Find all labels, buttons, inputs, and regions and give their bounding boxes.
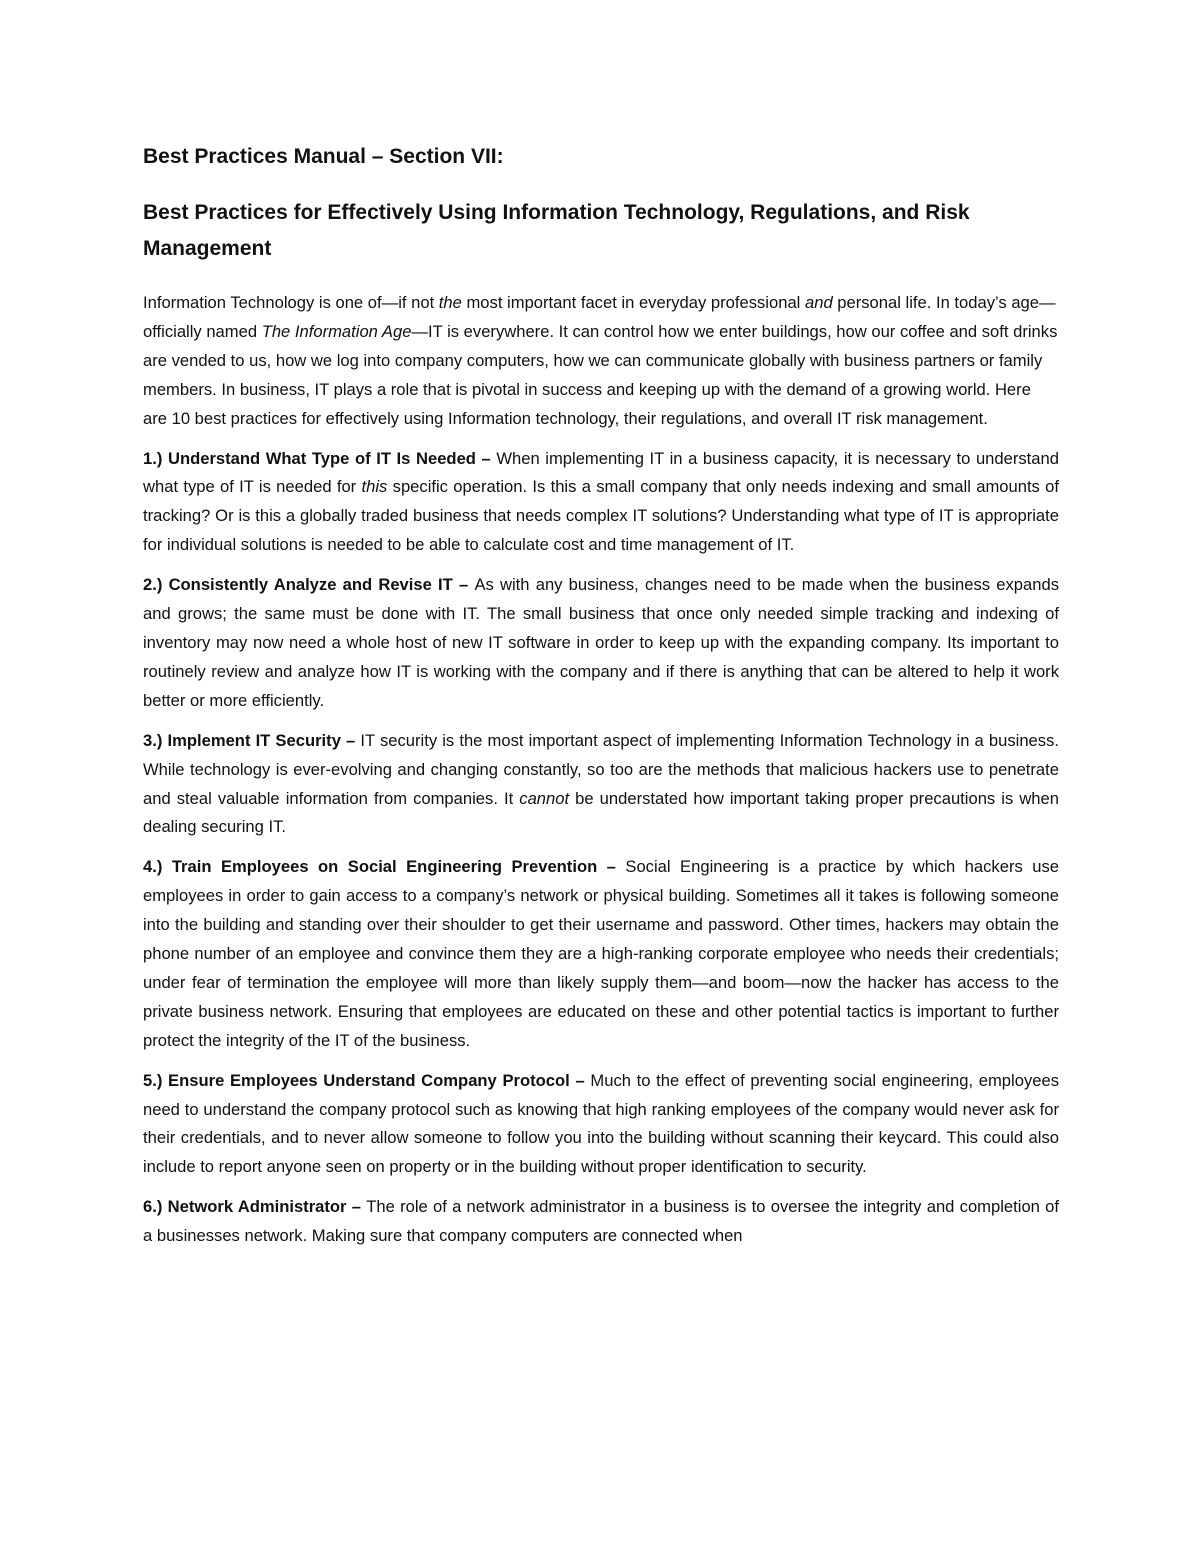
- practice-text-4: Social Engineering is a practice by which hackers use employees in order to gain access to a company’s network or physical building. Sometimes all it takes is following someone into the building and standing over their shoulder to get their username and password. Other times, hackers may obtain the phone number of an employee and convince them they are a high-ranking corporate employee who needs their credentials; under fear of termination the employee will more than likely supply them—and boom—now the hacker has access to the private business network. Ensuring that employees are educated on these and other potential tactics is important to further protect the integrity of the IT of the business.: [143, 857, 1059, 1050]
- practice-text-2: As with any business, changes need to be made when the business expands and grows; the same must be done with IT. The small business that once only needed simple tracking and indexing of inventory may now need a whole host of new IT software in order to keep up with the expanding company. Its important to routinely review and analyze how IT is working with the company and if there is anything that can be altered to help it work better or more efficiently.: [143, 575, 1059, 710]
- practice-item-4: [143, 853, 1059, 1055]
- practice-item-5: [143, 1067, 1059, 1183]
- practice-text-5: Much to the effect of preventing social engineering, employees need to understand the company protocol such as knowing that high ranking employees of the company would never ask for their credentials, and to never allow someone to follow you into the building without scanning their keycard. This could also include to report anyone seen on property or in the building without proper identification to security.: [143, 1070, 1059, 1177]
- practice-heading-3: 3.) Implement IT Security –: [143, 730, 361, 750]
- practice-heading-4: 4.) Train Employees on Social Engineering Prevention –: [143, 857, 626, 877]
- intro-paragraph: [143, 289, 1059, 434]
- practice-text-1b: specific operation. Is this a small company that only needs indexing and small amounts of tracking? Or is this a globally traded business that needs complex IT solutions? Understanding what type of IT is appropriate for individual solutions is needed to be able to calculate cost and time management of IT.: [143, 477, 1059, 555]
- practice-item-2: [143, 571, 1059, 716]
- practice-heading-5: 5.) Ensure Employees Understand Company Protocol –: [143, 1070, 591, 1090]
- practice-item-3: [143, 727, 1059, 843]
- practice-text-1a: When implementing IT in a business capacity, it is necessary to understand what type of IT is needed for: [143, 448, 1059, 497]
- intro-emphasis-information-age: The Information Age: [261, 321, 412, 341]
- practice-heading-1: 1.) Understand What Type of IT Is Needed –: [143, 448, 497, 468]
- intro-text-2: most important facet in everyday professional: [461, 293, 805, 312]
- practice-heading-2: 2.) Consistently Analyze and Revise IT –: [143, 575, 475, 595]
- document-subtitle: Best Practices for Effectively Using Information Technology, Regulations, and Risk Management: [143, 201, 970, 260]
- practice-item-6: [143, 1193, 1059, 1251]
- practice-emphasis-this: this: [361, 477, 388, 497]
- intro-text-4: —IT is everywhere. It can control how we enter buildings, how our coffee and soft drinks are vended to us, how we log into company computers, how we can communicate globally with business partners or family members. In business, IT plays a role that is pivotal in success and keeping up with the demand of a growing world. Here are 10 best practices for effectively using Information technology, their regulations, and overall IT risk management.: [143, 321, 1058, 428]
- practice-item-1: [143, 445, 1059, 561]
- intro-text-1: Information Technology is one of—if not: [143, 293, 439, 312]
- intro-emphasis-the: the: [438, 293, 462, 312]
- practice-text-3a: IT security is the most important aspect of implementing Information Technology in a business. While technology is ever-evolving and changing constantly, so too are the methods that malicious hackers use to penetrate and steal valuable information from companies. It: [143, 730, 1059, 808]
- practice-heading-6: 6.) Network Administrator –: [143, 1197, 367, 1217]
- practice-emphasis-cannot: cannot: [519, 788, 570, 808]
- document-title: Best Practices Manual – Section VII:: [143, 145, 504, 168]
- document-page: [143, 142, 1059, 1251]
- practice-text-3b: be understated how important taking proper precautions is when dealing securing IT.: [143, 788, 1059, 837]
- practice-text-6: The role of a network administrator in a business is to oversee the integrity and completion of a businesses network. Making sure that company computers are connected when: [143, 1197, 1059, 1246]
- intro-emphasis-and: and: [804, 293, 833, 312]
- intro-text-3: personal life. In today’s age—officially named: [143, 293, 1056, 341]
